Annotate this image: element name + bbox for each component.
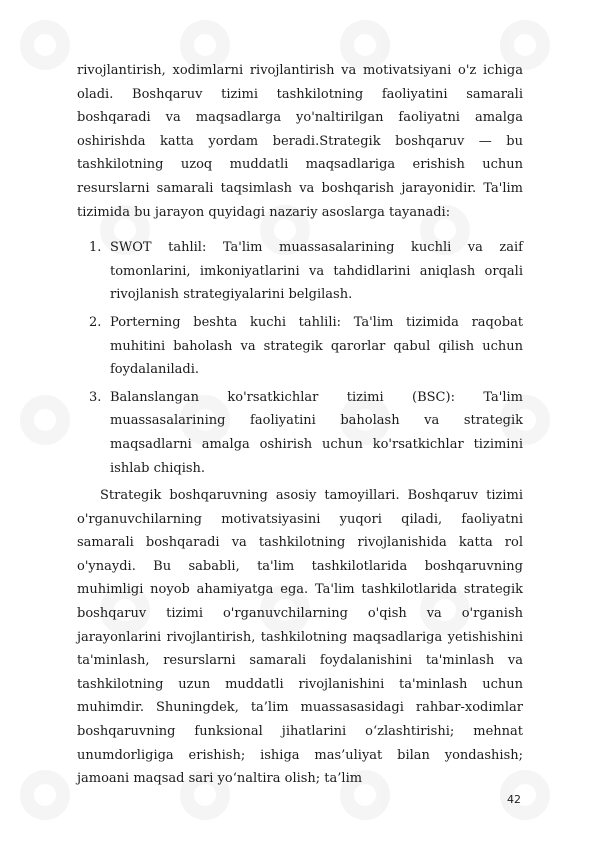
list-item (77, 386, 523, 480)
page-content (77, 59, 523, 791)
list-item-number: 1. (89, 240, 102, 256)
list-item-text: SWOT tahlil: Ta'lim muassasalarining kuchli va zaif tomonlarini, imkoniyatlarini va tahdidlarini aniqlash orqali rivojlanish strategiyalarini belgilash. (110, 240, 523, 303)
list-item (77, 311, 523, 382)
list-item-text: Porterning beshta kuchi tahlili: Ta'lim tizimida raqobat muhitini baholash va strategik qarorlar qabul qilish uchun foydalaniladi. (110, 314, 523, 378)
principles-list (77, 236, 523, 480)
list-item-text: Balanslangan ko'rsatkichlar tizimi (BSC): Ta'lim muassasalarining faoliyatini baholash va strategik maqsadlarni amalga oshirish uchun ko'rsatkichlar tizimini ishlab chiqish. (110, 389, 523, 476)
page-number: 42 (507, 793, 521, 806)
paragraph-bottom: Strategik boshqaruvning asosiy tamoyillari. Boshqaruv tizimi o'rganuvchilarning motivatsiyasini yuqori qiladi, faoliyatni samarali boshqaradi va tashkilotning rivojlanishida katta rol o'ynaydi. Bu sababli, ta'lim tashkilotlarida boshqaruvning muhimligi noyob ahamiyatga ega. Ta'lim tashkilotlarida strategik boshqaruv tizimi o'rganuvchilarning o'qish va o'rganish jarayonlarini rivojlantirish, tashkilotning maqsadlariga yetishishini ta'minlash, resurslarni samarali foydalanishini ta'minlash va tashkilotning uzun muddatli rivojlanishini ta'minlash uchun muhimdir. Shuningdek, ta’lim muassasasidagi rahbar-xodimlar boshqaruvning funksional jihatlarini o‘zlashtirishi; mehnat unumdorligiga erishish; ishiga mas’uliyat bilan yondashish; jamoani maqsad sari yo‘naltira olish; ta’lim (77, 488, 523, 787)
list-item-number: 3. (89, 389, 102, 405)
list-item (77, 236, 523, 307)
paragraph-top: rivojlantirish, xodimlarni rivojlantirish va motivatsiyani o'z ichiga oladi. Boshqaruv tizimi tashkilotning faoliyatini samarali boshqaradi va maqsadlarga yo'naltirilgan faoliyatni amalga oshirishda katta yordam beradi.Strategik boshqaruv — bu tashkilotning uzoq muddatli maqsadlariga erishish uchun resurslarni samarali taqsimlash va boshqarish jarayonidir. Ta'lim tizimida bu jarayon quyidagi nazariy asoslarga tayanadi: (77, 63, 523, 220)
list-item-number: 2. (89, 314, 102, 330)
